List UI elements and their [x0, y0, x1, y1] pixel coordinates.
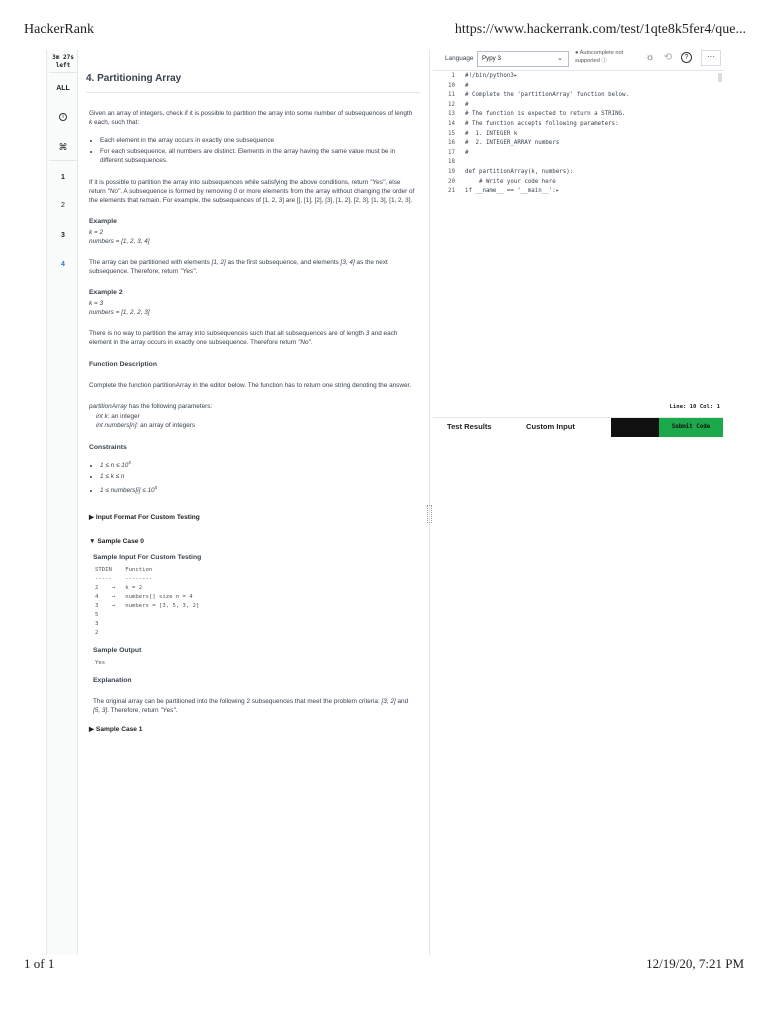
text: If it is possible to partition the array into subsequences while satisfying the above conditions, return [89, 179, 369, 186]
code-line[interactable] [445, 158, 629, 168]
caret-down-icon: ▼ [89, 538, 96, 546]
text: 5 [154, 485, 158, 491]
tab-custom-input[interactable]: Custom Input [526, 422, 575, 431]
text: 1 ≤ n ≤ 10 [100, 462, 129, 470]
tab-test-results[interactable]: Test Results [447, 422, 492, 431]
text: int numbers[n]: [96, 422, 139, 429]
code-line[interactable] [445, 120, 629, 130]
sample-input: STDIN Function ----- -------- 2 → k = 2 4 → numbers[] size n = 4 3 → numbers = [3, 5, 3, 2] 5 3 2 [95, 567, 200, 637]
example-heading: Example [89, 218, 117, 225]
code-text: def partitionArray(k, numbers): [465, 168, 574, 175]
nav-question-1[interactable]: 1 [61, 174, 65, 181]
text: . Therefore, return [107, 707, 159, 715]
text: an integer [111, 413, 140, 420]
print-header-title: HackerRank [24, 22, 94, 37]
text: int k: [96, 413, 110, 420]
list-item: • For each subsequence, all numbers are distinct. Elements in the array having the same value must be in different subsequences. [100, 147, 417, 165]
help-icon[interactable]: ? [681, 52, 692, 63]
nav-question-3[interactable]: 3 [61, 232, 65, 239]
sample-input-heading: Sample Input For Custom Testing [93, 554, 202, 562]
text: has the following parameters: [128, 403, 213, 410]
caret-right-icon: ▶ [89, 726, 95, 734]
chevron-down-icon: ⌄ [557, 55, 563, 62]
code-line[interactable] [445, 110, 629, 120]
parameter-k [96, 412, 417, 421]
print-footer-page: 1 of 1 [24, 956, 55, 971]
shortcuts-icon[interactable]: ⌘ [58, 142, 68, 152]
code-line[interactable] [445, 168, 629, 178]
list-item: • Each element in the array occurs in exactly one subsequence [100, 136, 417, 145]
line-number: 17 [448, 149, 455, 156]
text: each, such that: [93, 119, 140, 126]
line-number: 18 [448, 159, 455, 166]
history-icon[interactable]: ⟲ [663, 52, 673, 63]
line-number: 16 [448, 140, 455, 147]
code-line[interactable] [445, 178, 629, 188]
text: and [397, 698, 409, 706]
example2-k: k = 3 [89, 300, 104, 307]
line-number: 21 [448, 188, 455, 195]
text: , else return [89, 179, 401, 195]
run-code-button[interactable] [611, 418, 659, 437]
example-numbers: numbers = [1, 2, 3, 4] [89, 238, 150, 245]
code-line[interactable] [445, 130, 629, 140]
language-label: Language [445, 55, 474, 62]
text: Input Format For Custom Testing [95, 514, 200, 522]
text: and each element in the array occurs in exactly one subsequence. Therefore return [89, 330, 398, 346]
problem-title: 4. Partitioning Array [86, 72, 420, 93]
code-line[interactable] [445, 149, 629, 159]
print-header-url: https://www.hackerrank.com/test/1qte8k5fer4/que... [454, 22, 746, 37]
text: "No" [298, 339, 311, 346]
code-text: # [465, 149, 469, 156]
code-text: # 2. INTEGER_ARRAY numbers [465, 140, 560, 147]
constraints-list [100, 458, 417, 495]
text: "Yes" [180, 268, 196, 275]
text: Sample Case 1 [95, 726, 143, 734]
constraints-heading: Constraints [89, 444, 127, 451]
text: an array of integers [140, 422, 196, 429]
text: as the first subsequence, and elements [227, 259, 339, 266]
sample-explanation [93, 697, 417, 715]
text: as the next subsequence. Therefore, return [89, 259, 388, 275]
code-line[interactable] [445, 187, 629, 197]
list-item [100, 458, 417, 470]
console-tab-bar [433, 417, 724, 436]
example2-heading: Example 2 [89, 289, 123, 296]
parameters-intro [89, 402, 417, 411]
text: 5 [128, 460, 131, 465]
code-text: # The function accepts following parameters: [465, 120, 619, 127]
sample-case-0-toggle[interactable] [89, 537, 417, 546]
theme-icon[interactable]: ☼ [645, 52, 655, 63]
explanation-heading: Explanation [93, 677, 132, 685]
text: [3, 4] [340, 259, 355, 266]
nav-question-2[interactable]: 2 [61, 202, 65, 209]
code-line[interactable] [445, 91, 629, 101]
text: 3 [365, 330, 370, 337]
line-number: 10 [448, 82, 455, 89]
text: [5, 3] [93, 707, 108, 715]
info-icon-glyph: i [59, 113, 67, 121]
cursor-position: Line: 10 Col: 1 [669, 404, 720, 410]
time-remaining-value: 3m 27s [52, 54, 74, 61]
parameter-numbers [96, 421, 417, 430]
text: [1, 2] [211, 259, 226, 266]
code-lines[interactable] [445, 72, 629, 197]
print-footer-datetime: 12/19/20, 7:21 PM [646, 956, 744, 971]
line-number: 1 [451, 73, 455, 79]
code-text: # [465, 82, 469, 89]
code-text: # [465, 101, 469, 108]
sample-output-heading: Sample Output [93, 647, 142, 655]
language-select[interactable] [477, 51, 569, 67]
example-k: k = 2 [89, 229, 104, 236]
caret-right-icon: ▶ [89, 514, 95, 522]
time-remaining [47, 54, 79, 70]
divider [49, 160, 77, 161]
pane-divider [429, 50, 430, 955]
input-format-toggle[interactable] [89, 513, 417, 522]
text: partitionArray [89, 403, 128, 410]
language-selected-value: Pypy 3 [482, 55, 501, 62]
text: supported ⓘ [575, 58, 608, 64]
function-description-heading: Function Description [89, 361, 157, 368]
more-options-button[interactable]: ··· [701, 50, 721, 66]
autocomplete-status [575, 49, 647, 65]
text: . [195, 268, 198, 275]
line-number: 13 [448, 111, 455, 118]
code-line[interactable] [445, 101, 629, 111]
problem-statement [86, 72, 420, 749]
code-text: # Write your code here [465, 178, 556, 185]
problem-description [89, 178, 417, 205]
code-text: # The function is expected to return a STRING. [465, 111, 626, 118]
text: . [310, 339, 313, 346]
text: Given an array of integers, check if it is possible to partition the array into some number of subsequences of length [89, 110, 413, 117]
text: . [175, 707, 178, 715]
code-text: #!/bin/python3▸ [465, 73, 518, 79]
text: 1 ≤ numbers[i] ≤ 10 [100, 487, 155, 495]
sample-output: Yes [95, 660, 106, 667]
text: or more elements from the array without changing the order of the elements that remain. For example, the subsequences of [1, 2, 3] are [], [1], [2], [3], [1, 2], [2, 3], [1, 3], [1, 2, 3]. [89, 188, 415, 204]
list-item [100, 483, 417, 495]
line-number: 19 [448, 168, 455, 175]
nav-all-questions[interactable]: ALL [56, 85, 70, 92]
text: [3, 2] [381, 698, 396, 706]
submit-code-button[interactable]: Submit Code [659, 418, 723, 437]
editor-scrollbar[interactable] [718, 73, 722, 82]
code-text: if __name__ == '__main__':▸ [465, 188, 560, 195]
nav-question-4[interactable]: 4 [61, 261, 65, 268]
list-item: • 1 ≤ k ≤ n [100, 472, 417, 481]
question-nav-rail [46, 50, 78, 955]
example2-numbers: numbers = [1, 2, 2, 3] [89, 309, 150, 316]
text: "Yes" [160, 707, 176, 715]
text: "Yes" [370, 179, 386, 186]
text: 0 [233, 188, 238, 195]
text: The array can be partitioned with elements [89, 259, 210, 266]
example-explanation [89, 258, 417, 276]
code-text: # 1. INTEGER k [465, 130, 518, 137]
info-icon[interactable] [47, 113, 79, 121]
line-number: 15 [448, 130, 455, 137]
text: "No" [107, 188, 121, 195]
code-text: # Complete the 'partitionArray' function below. [465, 92, 630, 99]
code-line[interactable] [445, 72, 629, 82]
code-editor[interactable] [433, 70, 724, 415]
function-description: Complete the function partitionArray in the editor below. The function has to return one string denoting the answer. [89, 382, 412, 389]
example2-explanation [89, 329, 417, 347]
time-remaining-suffix: left [55, 62, 71, 69]
resize-handle[interactable] [427, 505, 432, 523]
divider [49, 72, 77, 73]
text: There is no way to partition the array into subsequences such that all subsequences are of length [89, 330, 364, 337]
line-number: 11 [448, 92, 455, 99]
line-number: 20 [448, 178, 455, 185]
text: ● Autocomplete not [575, 50, 624, 56]
conditions-list [100, 136, 417, 165]
problem-intro [89, 109, 417, 127]
text: k [89, 119, 93, 126]
sample-case-1-toggle[interactable] [89, 725, 417, 734]
line-number: 12 [448, 101, 455, 108]
code-line[interactable] [445, 82, 629, 92]
text: The original array can be partitioned into the following 2 subsequences that meet the problem criteria: [93, 698, 380, 706]
text: Sample Case 0 [97, 538, 144, 546]
text: . A subsequence is formed by removing [120, 188, 232, 195]
line-number: 14 [448, 120, 455, 127]
code-line[interactable] [445, 139, 629, 149]
